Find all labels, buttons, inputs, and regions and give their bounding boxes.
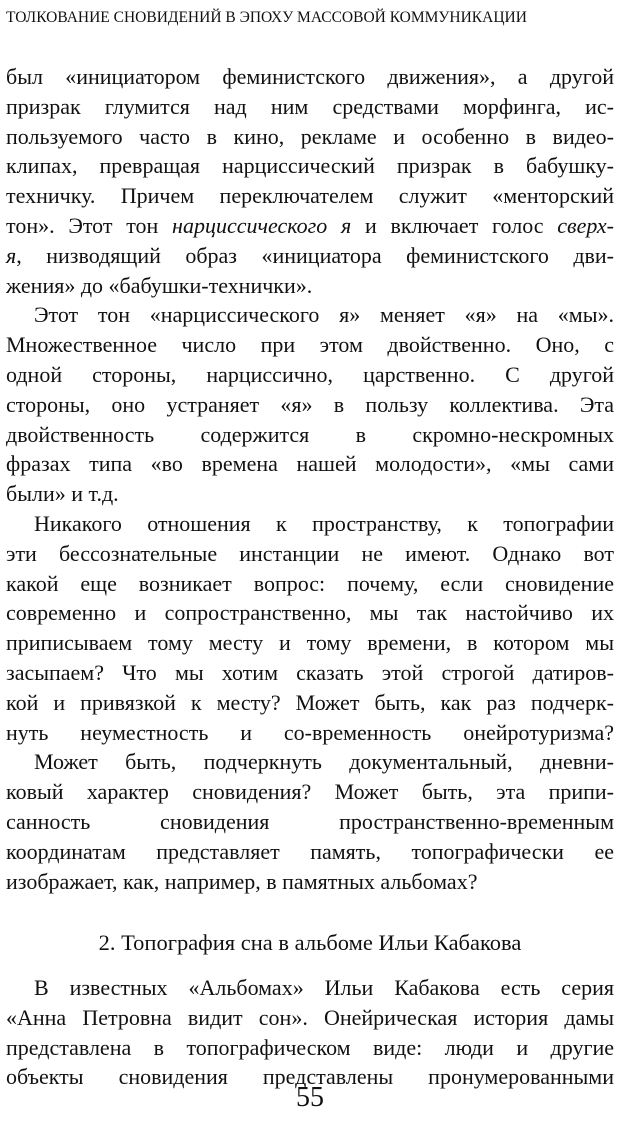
text-line: В известных «Альбомах» Ильи Кабакова есть серия	[34, 975, 614, 1000]
text-line: «Анна Петровна видит сон». Онейрическая история дамы	[6, 1004, 614, 1030]
paragraph-3	[6, 509, 614, 747]
text-line: призрак глумится над ним средствами морфинга, ис-	[6, 93, 614, 119]
text-line: засыпаем? Что мы хотим сказать этой строгой датиров-	[6, 659, 614, 685]
text-line: представлена в топографическом виде: люди и другие	[6, 1034, 614, 1060]
text-line: Множественное число при этом двойственно. Оно, с	[6, 332, 614, 358]
italic-run: сверх-	[557, 212, 614, 238]
text-run: и включает голос	[351, 212, 558, 238]
text-line: клипах, превращая нарциссический призрак в бабушку-	[6, 153, 614, 179]
text-line: кой и привязкой к месту? Может быть, как раз подчерк-	[6, 689, 614, 715]
text-line: санность сновидения пространственно-временным	[6, 808, 614, 834]
text-line: нуть неуместность и со-временность онейротуризма?	[6, 719, 614, 745]
text-line: одной стороны, нарциссично, царственно. С другой	[6, 361, 614, 387]
text-line: двойственность содержится в скромно-нескромных	[6, 421, 614, 447]
text-line-mixed	[6, 211, 614, 241]
paragraph-5	[6, 973, 614, 1092]
text-line: пользуемого часто в кино, рекламе и особенно в видео-	[6, 123, 614, 149]
text-run: , низводящий образ «инициатора феминистского дви-	[16, 242, 614, 268]
page-number: 55	[296, 1082, 324, 1113]
text-line: ковый характер сновидения? Может быть, эта припи-	[6, 779, 614, 805]
text-line-mixed	[6, 241, 614, 271]
running-head: ТОЛКОВАНИЕ СНОВИДЕНИЙ В ЭПОХУ МАССОВОЙ КОММУНИКАЦИИ	[6, 9, 527, 26]
text-line: современно и сопространственно, мы так настойчиво их	[6, 600, 614, 626]
text-line: был «инициатором феминистского движения», а другой	[6, 64, 614, 89]
paragraph-4	[6, 747, 614, 896]
text-line: фразах типа «во времена нашей молодости», «мы сами	[6, 451, 614, 477]
text-line: стороны, оно устраняет «я» в пользу коллектива. Эта	[6, 391, 614, 417]
text-line: Никакого отношения к пространству, к топографии	[34, 511, 614, 536]
text-line: какой еще возникает вопрос: почему, если сновидение	[6, 570, 614, 596]
text-line: объекты сновидения представлены пронумерованными	[6, 1064, 614, 1090]
paragraph-1	[6, 62, 614, 300]
text-line: координатам представляет память, топографически ее	[6, 838, 614, 864]
italic-run: нарциссического я	[172, 212, 352, 238]
text-line: эти бессознательные инстанции не имеют. Однако вот	[6, 540, 614, 566]
text-line: были» и т.д.	[6, 481, 119, 507]
section-heading: 2. Топография сна в альбоме Ильи Кабакова	[98, 930, 522, 955]
text-run: тон». Этот тон	[6, 212, 173, 238]
text-line: приписываем тому месту и тому времени, в котором мы	[6, 630, 614, 656]
text-line: Может быть, подчеркнуть документальный, дневни-	[34, 749, 614, 775]
text-line: Этот тон «нарциссического я» меняет «я» на «мы».	[34, 302, 614, 328]
paragraph-2	[6, 300, 614, 509]
text-line: техничку. Причем переключателем служит «менторский	[6, 183, 614, 209]
text-line: жения» до «бабушки-технички».	[6, 272, 313, 298]
italic-run: я	[6, 242, 17, 268]
text-line: изображает, как, например, в памятных альбомах?	[6, 868, 478, 894]
